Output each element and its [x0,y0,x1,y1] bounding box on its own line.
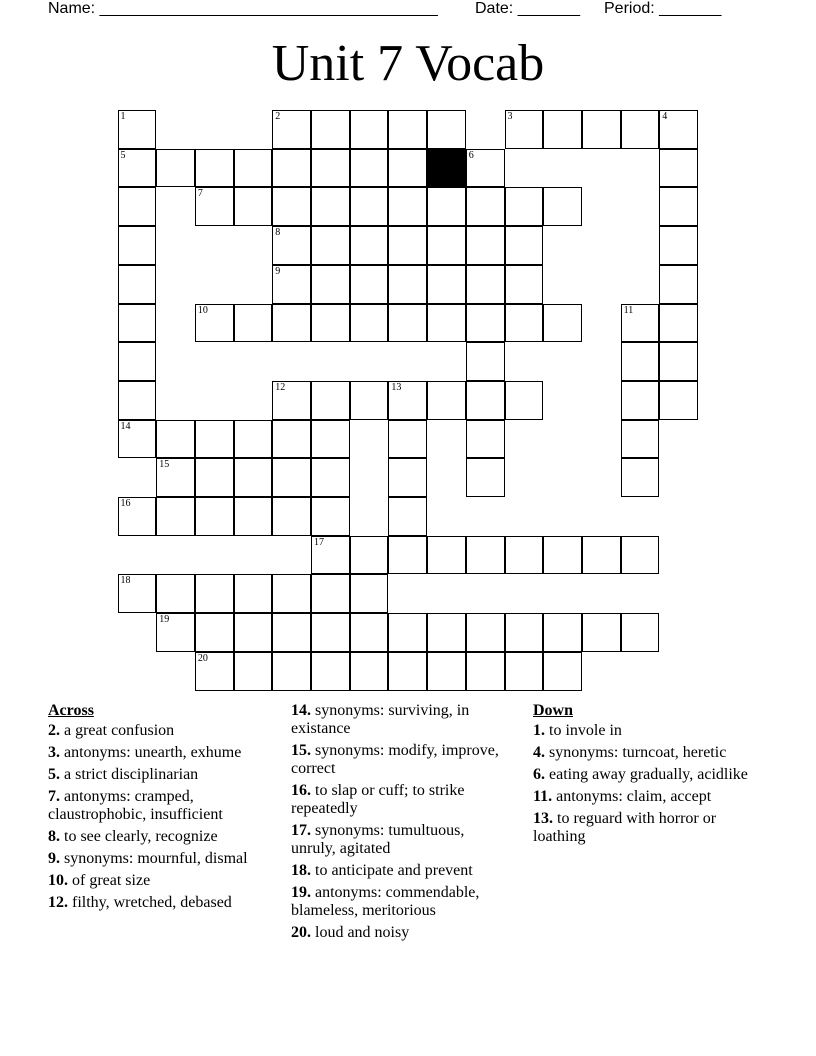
grid-cell[interactable] [543,187,582,226]
grid-cell[interactable] [272,574,311,613]
grid-cell[interactable] [234,574,273,613]
black-cell [427,149,466,188]
clue-item-text: to anticipate and prevent [311,862,473,879]
grid-cell[interactable] [505,304,544,343]
clue-item-number: 19. [291,884,311,901]
grid-cell[interactable] [659,381,698,420]
clue-item-text: antonyms: commendable, blameless, meritorious [291,884,480,919]
clue-item-text: to reguard with horror or loathing [533,810,717,845]
grid-cell[interactable] [156,613,195,652]
grid-cell[interactable] [388,497,427,536]
grid-cell[interactable] [543,652,582,691]
grid-cell[interactable] [118,342,157,381]
clue-number: 6 [468,149,474,161]
grid-cell[interactable] [234,420,273,459]
down-clues-column [533,702,755,850]
grid-cell[interactable] [350,381,389,420]
grid-cell[interactable] [388,613,427,652]
grid-cell[interactable] [388,420,427,459]
grid-cell[interactable] [272,652,311,691]
clue-item-text: antonyms: unearth, exhume [60,744,242,761]
grid-cell[interactable] [234,652,273,691]
grid-cell[interactable] [659,304,698,343]
grid-cell[interactable] [118,304,157,343]
grid-cell[interactable] [272,265,311,304]
grid-cell[interactable] [234,187,273,226]
grid-cell[interactable] [118,265,157,304]
clue-item [48,850,270,868]
clue-item-number: 11. [533,788,553,805]
clue-number: 8 [275,227,281,239]
grid-cell[interactable] [311,497,350,536]
grid-cell[interactable] [427,536,466,575]
grid-cell[interactable] [582,613,621,652]
grid-cell[interactable] [543,304,582,343]
clue-number: 11 [623,304,634,316]
grid-cell[interactable] [272,497,311,536]
clue-item-number: 20. [291,924,311,941]
name-field[interactable]: Name: ______________________________________ [48,0,438,17]
grid-cell[interactable] [505,187,544,226]
grid-cell[interactable] [195,652,234,691]
grid-cell[interactable] [466,420,505,459]
clue-item [533,788,755,806]
grid-cell[interactable] [350,265,389,304]
grid-cell[interactable] [621,342,660,381]
grid-cell[interactable] [234,613,273,652]
grid-cell[interactable] [466,652,505,691]
grid-cell[interactable] [350,613,389,652]
grid-cell[interactable] [388,458,427,497]
clue-item-number: 9. [48,850,60,867]
clue-item [48,788,270,824]
grid-cell[interactable] [621,110,660,149]
grid-cell[interactable] [466,458,505,497]
grid-cell[interactable] [350,226,389,265]
grid-cell[interactable] [388,226,427,265]
clue-item-text: antonyms: claim, accept [552,788,712,805]
clue-number: 16 [120,498,131,509]
clue-item-number: 16. [291,782,311,799]
grid-cell[interactable] [388,149,427,188]
clue-item-number: 17. [291,822,311,839]
grid-cell[interactable] [505,265,544,304]
grid-cell[interactable] [234,458,273,497]
grid-cell[interactable] [118,110,157,149]
grid-cell[interactable] [234,149,273,188]
clue-number: 12 [275,381,286,393]
grid-cell[interactable] [466,613,505,652]
grid-cell[interactable] [427,613,466,652]
grid-cell[interactable] [388,187,427,226]
clue-item-text: synonyms: tumultuous, unruly, agitated [291,822,465,857]
clue-item-text: eating away gradually, acidlike [545,766,748,783]
clue-number: 9 [275,265,281,277]
grid-cell[interactable] [621,304,660,343]
clue-number: 10 [197,304,208,316]
grid-cell[interactable] [311,536,350,575]
grid-cell[interactable] [621,381,660,420]
clue-item-text: to invole in [545,722,622,739]
grid-cell[interactable] [621,458,660,497]
grid-cell[interactable] [505,613,544,652]
across-clues-column-2 [291,702,513,946]
grid-cell[interactable] [272,613,311,652]
grid-cell[interactable] [156,574,195,613]
grid-cell[interactable] [195,613,234,652]
clue-item-text: a strict disciplinarian [60,766,199,783]
grid-cell[interactable] [466,226,505,265]
grid-cell[interactable] [118,187,157,226]
grid-cell[interactable] [350,304,389,343]
clue-item [291,782,513,818]
grid-cell[interactable] [466,342,505,381]
grid-cell[interactable] [543,536,582,575]
grid-cell[interactable] [195,497,234,536]
grid-cell[interactable] [427,226,466,265]
grid-cell[interactable] [118,226,157,265]
clue-item-number: 15. [291,742,311,759]
clue-item-number: 10. [48,872,68,889]
grid-cell[interactable] [195,304,234,343]
grid-cell[interactable] [118,381,157,420]
grid-cell[interactable] [543,110,582,149]
clue-item-number: 14. [291,702,311,719]
grid-cell[interactable] [659,187,698,226]
grid-cell[interactable] [311,458,350,497]
grid-cell[interactable] [118,574,157,613]
grid-cell[interactable] [156,497,195,536]
clue-item-number: 18. [291,862,311,879]
clue-number: 4 [662,111,668,122]
grid-cell[interactable] [427,110,466,149]
grid-cell[interactable] [621,420,660,459]
grid-cell[interactable] [350,652,389,691]
grid-cell[interactable] [234,304,273,343]
clue-item [533,766,755,784]
grid-cell[interactable] [272,458,311,497]
clue-item [533,744,755,762]
across-clue-list [48,722,270,912]
grid-cell[interactable] [505,536,544,575]
clue-item-text: synonyms: surviving, in existance [291,702,470,737]
grid-cell[interactable] [311,420,350,459]
clue-item [291,924,513,942]
grid-cell[interactable] [195,458,234,497]
period-field[interactable]: Period: _______ [604,0,722,17]
grid-cell[interactable] [156,420,195,459]
clue-item-number: 8. [48,828,60,845]
clue-item [533,722,755,740]
page-title: Unit 7 Vocab [271,35,545,92]
across-clue-list [291,702,513,942]
grid-cell[interactable] [427,304,466,343]
clue-item-number: 2. [48,722,60,739]
grid-cell[interactable] [582,536,621,575]
clue-item-number: 1. [533,722,545,739]
grid-cell[interactable] [311,652,350,691]
grid-cell[interactable] [582,110,621,149]
clue-number: 15 [159,459,170,471]
grid-cell[interactable] [505,110,544,149]
grid-cell[interactable] [466,536,505,575]
grid-cell[interactable] [505,652,544,691]
clue-item-text: synonyms: modify, improve, correct [291,742,499,777]
clue-number: 1 [120,111,126,122]
grid-cell[interactable] [388,304,427,343]
clue-item [48,828,270,846]
grid-cell[interactable] [659,265,698,304]
clue-item [291,862,513,880]
grid-cell[interactable] [621,536,660,575]
grid-cell[interactable] [311,265,350,304]
clue-item-number: 6. [533,766,545,783]
clue-item-text: synonyms: turncoat, heretic [545,744,727,761]
grid-cell[interactable] [195,149,234,188]
clue-number: 2 [275,111,281,122]
grid-cell[interactable] [311,574,350,613]
grid-cell[interactable] [118,149,157,188]
clue-item-text: to slap or cuff; to strike repeatedly [291,782,465,817]
clue-item-number: 3. [48,744,60,761]
grid-cell[interactable] [272,187,311,226]
down-heading: Down [533,702,574,719]
clue-number: 20 [197,652,208,664]
clue-item [48,744,270,762]
clue-item-number: 5. [48,766,60,783]
grid-cell[interactable] [388,381,427,420]
grid-cell[interactable] [311,381,350,420]
clue-number: 14 [120,420,131,432]
clue-item-number: 12. [48,894,68,911]
clue-item [48,722,270,740]
grid-cell[interactable] [427,652,466,691]
grid-cell[interactable] [466,149,505,188]
grid-cell[interactable] [272,226,311,265]
grid-cell[interactable] [234,497,273,536]
grid-cell[interactable] [311,149,350,188]
grid-cell[interactable] [311,187,350,226]
grid-cell[interactable] [466,381,505,420]
clue-item-text: filthy, wretched, debased [68,894,232,911]
clue-item-text: of great size [68,872,151,889]
grid-cell[interactable] [272,149,311,188]
grid-cell[interactable] [505,381,544,420]
grid-cell[interactable] [659,226,698,265]
grid-cell[interactable] [272,304,311,343]
clue-item [291,742,513,778]
clue-item-text: loud and noisy [311,924,410,941]
clue-item-text: antonyms: cramped, claustrophobic, insufficient [48,788,223,823]
clue-item-text: to see clearly, recognize [60,828,218,845]
grid-cell[interactable] [311,226,350,265]
grid-cell[interactable] [659,342,698,381]
grid-cell[interactable] [311,304,350,343]
grid-cell[interactable] [350,110,389,149]
clue-number: 7 [197,188,203,200]
grid-cell[interactable] [427,381,466,420]
clue-item [48,894,270,912]
grid-cell[interactable] [659,110,698,149]
across-heading: Across [48,702,94,719]
clue-item [291,702,513,738]
clue-item [48,766,270,784]
clue-item-text: synonyms: mournful, dismal [60,850,248,867]
clue-number: 17 [314,536,324,548]
clue-item [291,884,513,920]
grid-cell[interactable] [350,187,389,226]
grid-cell[interactable] [156,458,195,497]
clue-item [48,872,270,890]
grid-cell[interactable] [505,226,544,265]
clue-item [533,810,755,846]
grid-cell[interactable] [466,304,505,343]
grid-cell[interactable] [388,265,427,304]
grid-cell[interactable] [466,265,505,304]
grid-cell[interactable] [427,265,466,304]
grid-cell[interactable] [427,187,466,226]
date-field[interactable]: Date: _______ [475,0,580,17]
grid-cell[interactable] [466,187,505,226]
grid-cell[interactable] [195,187,234,226]
clue-item [291,822,513,858]
grid-cell[interactable] [543,613,582,652]
grid-cell[interactable] [311,110,350,149]
grid-cell[interactable] [156,149,195,188]
clue-item-text: a great confusion [60,722,175,739]
clue-number: 19 [159,614,170,626]
clue-number: 3 [507,111,513,122]
grid-cell[interactable] [118,420,157,459]
clue-number: 13 [391,381,402,393]
grid-cell[interactable] [350,574,389,613]
across-clues-column-1 [48,702,270,916]
grid-cell[interactable] [388,110,427,149]
clue-number: 18 [120,575,131,587]
clue-item-number: 4. [533,744,545,761]
clue-item-number: 13. [533,810,553,827]
grid-cell[interactable] [388,652,427,691]
grid-cell[interactable] [272,110,311,149]
grid-cell[interactable] [621,613,660,652]
grid-cell[interactable] [350,149,389,188]
grid-cell[interactable] [388,536,427,575]
grid-cell[interactable] [195,574,234,613]
grid-cell[interactable] [272,381,311,420]
down-clue-list [533,722,755,846]
grid-cell[interactable] [659,149,698,188]
grid-cell[interactable] [118,497,157,536]
clue-number: 5 [120,149,126,161]
grid-cell[interactable] [195,420,234,459]
grid-cell[interactable] [311,613,350,652]
clue-item-number: 7. [48,788,60,805]
grid-cell[interactable] [272,420,311,459]
grid-cell[interactable] [350,536,389,575]
